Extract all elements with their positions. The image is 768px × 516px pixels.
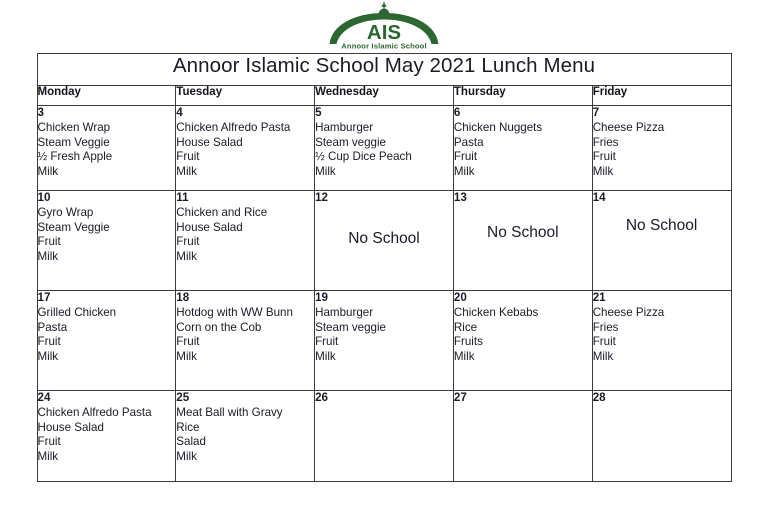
menu-item: Milk (453, 349, 475, 363)
menu-items (454, 121, 592, 179)
menu-item: Fruit (176, 335, 200, 349)
menu-item: Fruit (176, 235, 200, 249)
menu-item: Fruit (176, 150, 200, 164)
menu-item: Pasta (453, 135, 484, 149)
menu-item: Fruit (37, 335, 61, 349)
menu-items (38, 306, 176, 364)
logo-school-name: Annoor Islamic School (341, 41, 427, 51)
menu-items (176, 206, 314, 264)
day-cell-20[interactable] (453, 291, 592, 391)
menu-item: Fruit (315, 335, 339, 349)
menu-item: Grilled Chicken (37, 306, 117, 320)
menu-items (38, 121, 176, 179)
menu-item: Hotdog with WW Bunn (176, 306, 293, 320)
menu-item: Salad (176, 435, 206, 449)
calendar-week-row (37, 391, 731, 482)
day-cell-6[interactable] (453, 106, 592, 191)
day-number: 19 (315, 291, 328, 304)
menu-items (176, 406, 314, 464)
menu-item: Milk (592, 349, 614, 363)
day-cell-4[interactable] (176, 106, 315, 191)
menu-item: Fruit (592, 150, 616, 164)
menu-item: Steam Veggie (37, 135, 110, 149)
menu-item: Gyro Wrap (37, 206, 94, 220)
menu-items (454, 306, 592, 364)
menu-items (593, 121, 731, 179)
day-cell-13[interactable] (453, 191, 592, 291)
day-number: 12 (315, 191, 328, 204)
menu-item: Milk (592, 164, 614, 178)
menu-item: Milk (453, 164, 475, 178)
menu-item: House Salad (37, 420, 104, 434)
day-number: 13 (453, 191, 467, 204)
menu-item: Meat Ball with Gravy (176, 406, 283, 420)
menu-item: Fruit (453, 150, 478, 164)
day-cell-19[interactable] (315, 291, 454, 391)
calendar-title-row (37, 54, 731, 86)
calendar-week-row (37, 106, 731, 191)
no-school-label: No School (487, 223, 559, 241)
logo-abbreviation: AIS (366, 21, 402, 45)
day-cell-25[interactable] (176, 391, 315, 482)
menu-item: Chicken Nuggets (453, 121, 543, 135)
menu-item: Milk (176, 164, 197, 178)
day-number: 14 (592, 191, 606, 204)
day-cell-27[interactable] (453, 391, 592, 482)
day-header-monday: Monday (37, 86, 176, 106)
calendar-title: Annoor Islamic School May 2021 Lunch Menu (37, 54, 731, 86)
menu-item: Chicken Alfredo Pasta (37, 406, 152, 420)
menu-item: Fruit (37, 235, 61, 249)
menu-items (176, 306, 314, 364)
day-cell-12[interactable] (315, 191, 454, 291)
menu-item: Chicken Wrap (37, 121, 111, 135)
no-school-label: No School (348, 229, 420, 247)
day-cell-11[interactable] (176, 191, 315, 291)
day-cell-17[interactable] (37, 291, 176, 391)
menu-item: Rice (176, 420, 200, 434)
menu-item: Chicken Alfredo Pasta (176, 121, 291, 135)
day-number: 28 (592, 391, 606, 404)
menu-item: Hamburger (315, 121, 374, 135)
menu-item: Fries (592, 135, 619, 149)
day-number: 6 (453, 106, 461, 119)
menu-item: Steam Veggie (37, 220, 110, 234)
day-number: 21 (592, 291, 606, 304)
menu-item: Milk (315, 349, 336, 363)
menu-item: Milk (37, 249, 59, 263)
no-school-label: No School (625, 216, 698, 234)
menu-items (315, 306, 453, 364)
menu-items (38, 406, 176, 464)
menu-item: House Salad (176, 220, 243, 234)
day-cell-5[interactable] (315, 106, 454, 191)
day-number: 10 (37, 191, 51, 204)
menu-item: Chicken and Rice (176, 206, 268, 220)
menu-item: Fruit (37, 435, 61, 449)
menu-item: Milk (315, 164, 336, 178)
day-number: 25 (176, 391, 190, 404)
menu-item: Cheese Pizza (592, 121, 665, 135)
menu-item: House Salad (176, 135, 243, 149)
menu-item: Fries (592, 320, 619, 334)
menu-item: Pasta (37, 320, 68, 334)
day-header-tuesday: Tuesday (176, 86, 315, 106)
school-logo (326, 0, 442, 51)
menu-item: Milk (37, 349, 59, 363)
menu-item: Milk (176, 449, 197, 463)
menu-item: Milk (176, 249, 197, 263)
menu-item: Milk (37, 449, 59, 463)
calendar-week-row (37, 191, 731, 291)
day-number: 5 (315, 106, 322, 119)
menu-items (593, 306, 731, 364)
day-number: 17 (37, 291, 51, 304)
menu-items (38, 206, 176, 264)
day-cell-18[interactable] (176, 291, 315, 391)
menu-item: ½ Fresh Apple (37, 150, 113, 164)
day-number: 4 (176, 106, 183, 119)
lunch-menu-calendar-container (37, 53, 732, 482)
day-number: 26 (315, 391, 328, 404)
menu-item: Milk (37, 164, 59, 178)
calendar-week-row (37, 291, 731, 391)
day-cell-28[interactable] (592, 391, 731, 482)
mosque-dome-icon (326, 0, 442, 51)
day-cell-21[interactable] (592, 291, 731, 391)
menu-item: ½ Cup Dice Peach (315, 150, 412, 164)
menu-item: Corn on the Cob (176, 320, 262, 334)
menu-item: Steam veggie (315, 135, 386, 149)
menu-items (176, 121, 314, 179)
menu-item: Milk (176, 349, 197, 363)
menu-item: Hamburger (315, 306, 374, 320)
day-cell-24[interactable] (37, 391, 176, 482)
day-number: 3 (37, 106, 44, 119)
day-number: 20 (453, 291, 467, 304)
day-number: 11 (176, 191, 189, 204)
day-number: 24 (37, 391, 51, 404)
lunch-menu-calendar (37, 53, 732, 482)
day-header-thursday: Thursday (453, 86, 592, 106)
day-number: 27 (453, 391, 467, 404)
school-logo-header (0, 0, 768, 53)
day-cell-26[interactable] (315, 391, 454, 482)
menu-item: Chicken Kebabs (453, 306, 539, 320)
menu-item: Fruit (592, 335, 616, 349)
day-cell-10[interactable] (37, 191, 176, 291)
day-cell-14[interactable] (592, 191, 731, 291)
menu-item: Cheese Pizza (592, 306, 665, 320)
day-cell-7[interactable] (592, 106, 731, 191)
menu-items (315, 121, 453, 179)
day-header-wednesday: Wednesday (315, 86, 454, 106)
day-header-row (37, 86, 731, 106)
day-cell-3[interactable] (37, 106, 176, 191)
day-number: 7 (592, 106, 600, 119)
day-header-friday: Friday (592, 86, 731, 106)
menu-item: Rice (453, 320, 478, 334)
menu-item: Steam veggie (315, 320, 386, 334)
day-number: 18 (176, 291, 190, 304)
menu-item: Fruits (453, 335, 483, 349)
